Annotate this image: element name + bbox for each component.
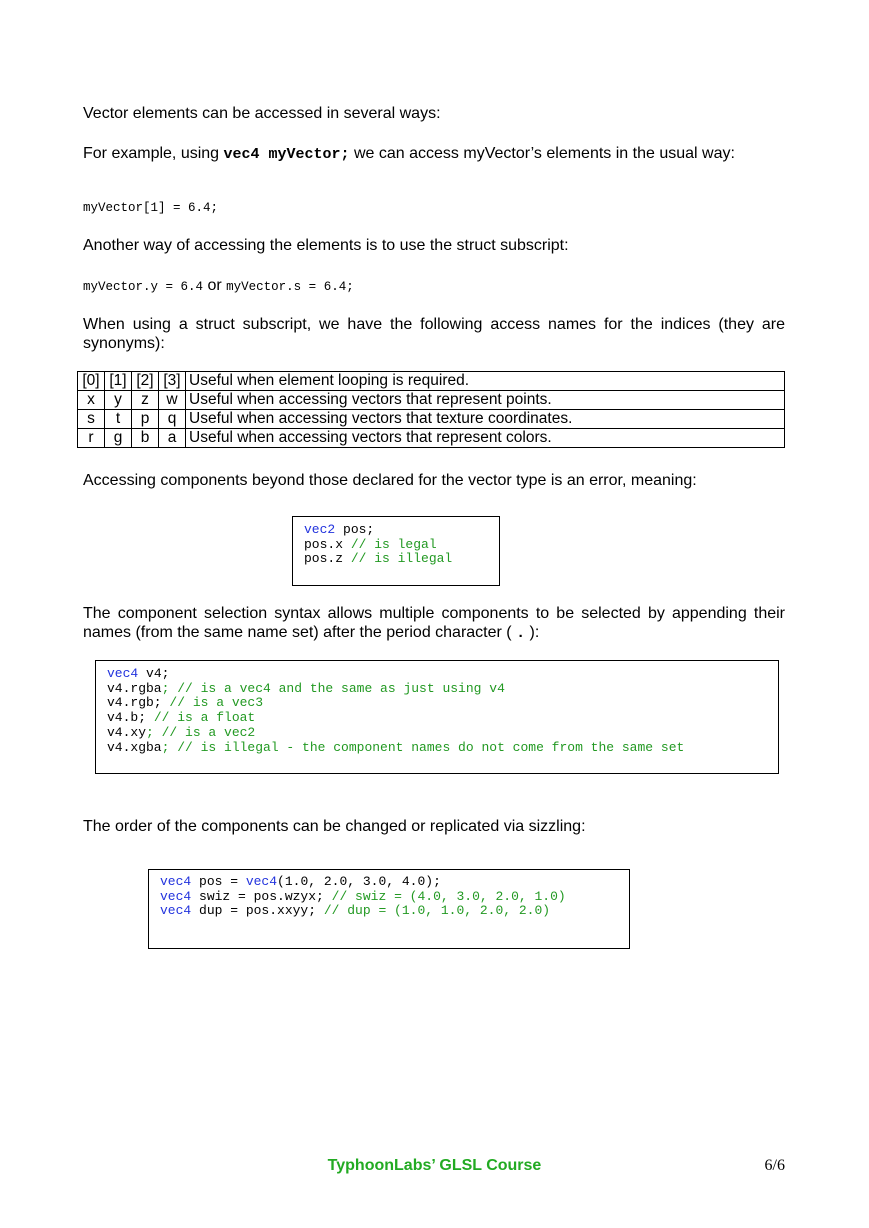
table-cell: g bbox=[105, 429, 132, 448]
code-comment: // dup = (1.0, 1.0, 2.0, 2.0) bbox=[323, 903, 551, 919]
code-text: v4.rgba bbox=[107, 680, 162, 696]
code-struct-access bbox=[83, 277, 354, 295]
code-keyword: vec4 bbox=[160, 903, 192, 919]
code-text: v4; bbox=[138, 666, 170, 681]
code-text: pos.z bbox=[304, 551, 351, 567]
table-cell: r bbox=[78, 429, 105, 448]
component-selection-text: The component selection syntax allows multiple components to be selected by appending their names (from the same name set) after the period character ( bbox=[83, 605, 785, 641]
code-comment: // is a float bbox=[153, 710, 256, 726]
code-struct-y: myVector.y = 6.4 bbox=[83, 280, 204, 294]
table-cell: w bbox=[159, 391, 186, 410]
footer-page-number: 6/6 bbox=[764, 1157, 785, 1174]
table-row bbox=[78, 429, 785, 448]
code-keyword: vec4 bbox=[160, 888, 192, 904]
table-cell: s bbox=[78, 410, 105, 429]
code-text: (1.0, 2.0, 3.0, 4.0); bbox=[277, 874, 441, 889]
code-line bbox=[304, 552, 452, 567]
table-cell-description: Useful when element looping is required. bbox=[186, 372, 785, 391]
table-cell: [1] bbox=[105, 372, 132, 391]
table-cell-description: Useful when accessing vectors that texture coordinates. bbox=[186, 410, 785, 429]
sizzling-paragraph: The order of the components can be changed or replicated via sizzling: bbox=[83, 818, 586, 835]
code-line bbox=[107, 726, 684, 741]
code-comment: // is a vec3 bbox=[169, 695, 264, 711]
code-text: pos; bbox=[335, 522, 375, 537]
table-cell: z bbox=[132, 391, 159, 410]
code-box-sizzling bbox=[148, 869, 630, 949]
code-line bbox=[160, 890, 566, 905]
code-box-legal-illegal bbox=[292, 516, 500, 586]
code-line bbox=[107, 682, 684, 697]
code-line bbox=[304, 538, 452, 553]
table-cell: p bbox=[132, 410, 159, 429]
code-text: pos = bbox=[191, 874, 246, 889]
table-cell: a bbox=[159, 429, 186, 448]
access-names-paragraph: When using a struct subscript, we have the following access names for the indices (they are synonyms): bbox=[83, 316, 785, 352]
beyond-components-paragraph: Accessing components beyond those declared for the vector type is an error, meaning: bbox=[83, 472, 697, 489]
code-text: v4.rgb; bbox=[107, 695, 170, 711]
code-keyword: vec4 bbox=[160, 874, 192, 889]
code-line bbox=[107, 741, 684, 756]
code-keyword: vec4 bbox=[245, 874, 278, 889]
table-row bbox=[78, 391, 785, 410]
code-struct-s: myVector.s = 6.4; bbox=[226, 280, 354, 294]
code-line bbox=[160, 875, 566, 890]
table-row bbox=[78, 410, 785, 429]
table-cell: [0] bbox=[78, 372, 105, 391]
code-line bbox=[107, 667, 684, 682]
code-or-word: or bbox=[207, 277, 222, 294]
struct-subscript-paragraph: Another way of accessing the elements is to use the struct subscript: bbox=[83, 237, 569, 254]
code-comment: ; // is a vec4 and the same as just using v4 bbox=[161, 680, 505, 696]
code-text: swiz = pos.wzyx; bbox=[191, 888, 332, 904]
access-names-table bbox=[77, 371, 785, 448]
code-text: v4.xgba bbox=[107, 739, 162, 755]
table-cell: [2] bbox=[132, 372, 159, 391]
table-row bbox=[78, 372, 785, 391]
component-selection-paragraph bbox=[83, 604, 785, 643]
code-comment: // is illegal bbox=[350, 551, 453, 567]
code-box-swizzle-select bbox=[95, 660, 779, 774]
example-text-after: we can access myVector’s elements in the usual way: bbox=[349, 145, 735, 162]
code-line bbox=[107, 696, 684, 711]
table-cell: q bbox=[159, 410, 186, 429]
example-text-before: For example, using bbox=[83, 145, 224, 162]
code-comment: // swiz = (4.0, 3.0, 2.0, 1.0) bbox=[331, 888, 566, 904]
inline-code-period: . bbox=[516, 625, 526, 642]
code-text: pos.x bbox=[304, 536, 351, 552]
example-paragraph bbox=[83, 144, 785, 164]
code-line bbox=[107, 711, 684, 726]
code-keyword: vec4 bbox=[107, 666, 139, 681]
table-cell-description: Useful when accessing vectors that represent colors. bbox=[186, 429, 785, 448]
table-cell: y bbox=[105, 391, 132, 410]
inline-code-declaration: vec4 myVector; bbox=[223, 146, 350, 163]
code-comment: ; // is a vec2 bbox=[146, 724, 256, 740]
code-text: dup = pos.xxyy; bbox=[191, 903, 324, 919]
code-comment: ; // is illegal - the component names do not come from the same set bbox=[161, 739, 685, 755]
code-comment: // is legal bbox=[350, 536, 437, 552]
intro-paragraph: Vector elements can be accessed in several ways: bbox=[83, 105, 441, 122]
table-cell: b bbox=[132, 429, 159, 448]
table-cell: [3] bbox=[159, 372, 186, 391]
code-line bbox=[160, 904, 566, 919]
code-keyword: vec2 bbox=[304, 522, 336, 537]
code-line bbox=[304, 523, 452, 538]
code-text: v4.xy bbox=[107, 724, 147, 740]
component-selection-text-end: ): bbox=[525, 624, 540, 641]
code-array-access: myVector[1] = 6.4; bbox=[83, 201, 219, 215]
table-cell-description: Useful when accessing vectors that represent points. bbox=[186, 391, 785, 410]
table-cell: x bbox=[78, 391, 105, 410]
footer-course-title: TyphoonLabs’ GLSL Course bbox=[327, 1157, 542, 1174]
table-cell: t bbox=[105, 410, 132, 429]
code-text: v4.b; bbox=[107, 710, 154, 726]
